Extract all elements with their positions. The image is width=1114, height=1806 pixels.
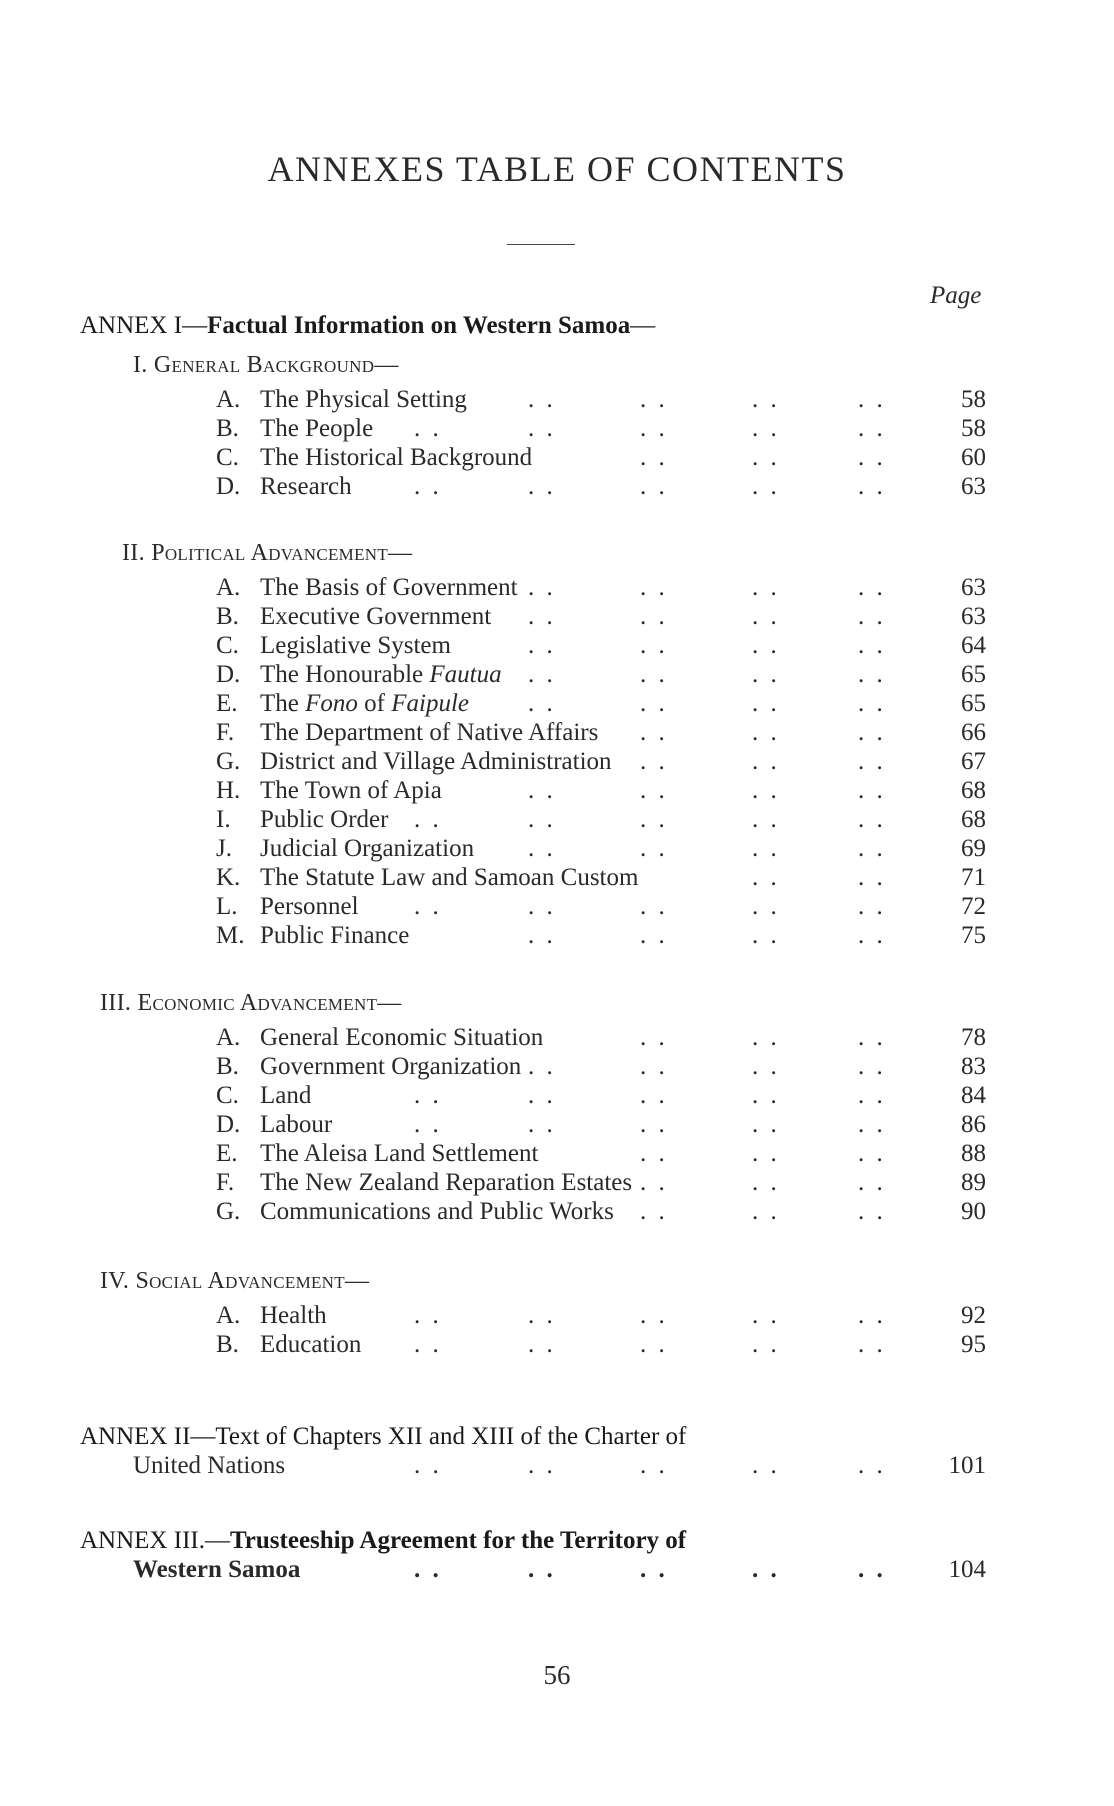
leader-dot: . .	[640, 661, 668, 688]
section-heading: IV. Social Advancement—	[100, 1268, 370, 1294]
leader-dot: . .	[752, 386, 780, 413]
leader-dot: . .	[752, 661, 780, 688]
entry-page: 88	[961, 1140, 986, 1167]
leader-dot: . .	[752, 444, 780, 471]
section-title: Social Advancement	[135, 1268, 345, 1294]
leader-dot: . .	[752, 1053, 780, 1080]
entry-letter: B.	[216, 1331, 239, 1358]
toc-entry[interactable]	[216, 1331, 986, 1361]
entry-page: 65	[961, 690, 986, 717]
leader-dot: . .	[528, 777, 556, 804]
leader-dot: . .	[414, 415, 442, 442]
leader-dot: . .	[528, 690, 556, 717]
entry-letter: A.	[216, 574, 241, 601]
leader-dot: . .	[752, 1111, 780, 1138]
leader-dot: . .	[414, 1082, 442, 1109]
leader-dot: . .	[858, 1331, 886, 1358]
leader-dot: . .	[858, 1169, 886, 1196]
leader-dot: . .	[752, 473, 780, 500]
entry-letter: A.	[216, 386, 241, 413]
leader-dot: . .	[414, 1111, 442, 1138]
entry-title: The Statute Law and Samoan Custom	[260, 864, 639, 891]
entry-letter: G.	[216, 748, 241, 775]
leader-dot: . .	[640, 444, 668, 471]
entry-title: The Department of Native Affairs	[260, 719, 599, 746]
entry-page: 67	[961, 748, 986, 775]
leader-dot: . .	[640, 690, 668, 717]
leader-dot: . .	[752, 835, 780, 862]
leader-dot: . .	[858, 1024, 886, 1051]
leader-dot: . .	[858, 690, 886, 717]
leader-dot: . .	[858, 386, 886, 413]
entry-title: Research	[260, 473, 352, 500]
toc-entry[interactable]	[216, 473, 986, 503]
entry-title: The Honourable Fautua	[260, 661, 502, 688]
toc-entry[interactable]	[216, 864, 986, 894]
page-column-label: Page	[930, 282, 982, 309]
leader-dot: . .	[858, 748, 886, 775]
entry-title: Legislative System	[260, 632, 451, 659]
toc-entry[interactable]	[216, 922, 986, 952]
leader-dot: . .	[528, 1082, 556, 1109]
entry-page: 83	[961, 1053, 986, 1080]
leader-dot: . .	[640, 1198, 668, 1225]
entry-title: The New Zealand Reparation Estates	[260, 1169, 633, 1196]
entry-title: Public Finance	[260, 922, 410, 949]
leader-dot: . .	[640, 748, 668, 775]
annex-3-entry[interactable]	[133, 1556, 986, 1586]
entry-page: 92	[961, 1302, 986, 1329]
entry-page: 68	[961, 806, 986, 833]
entry-letter: E.	[216, 1140, 238, 1167]
entry-page: 68	[961, 777, 986, 804]
toc-entry[interactable]	[216, 574, 986, 604]
toc-entry[interactable]	[216, 777, 986, 807]
title-divider	[507, 244, 575, 245]
section-numeral: I.	[133, 352, 148, 378]
entry-page: 90	[961, 1198, 986, 1225]
leader-dot: . .	[640, 806, 668, 833]
annex-2-title-line2: United Nations	[133, 1452, 286, 1479]
entry-page: 69	[961, 835, 986, 862]
annex-3-title-line1: Trusteeship Agreement for the Territory of	[229, 1527, 687, 1554]
entry-title: The Physical Setting	[260, 386, 467, 413]
toc-entry[interactable]	[216, 444, 986, 474]
annex-1-title: Factual Information on Western Samoa	[207, 312, 631, 339]
entry-letter: A.	[216, 1302, 241, 1329]
toc-entry[interactable]	[216, 806, 986, 836]
leader-dot: . .	[640, 893, 668, 920]
leader-dot: . .	[414, 1556, 442, 1583]
toc-entry[interactable]	[216, 835, 986, 865]
leader-dot: . .	[858, 1111, 886, 1138]
leader-dot: . .	[528, 922, 556, 949]
leader-dot: . .	[528, 632, 556, 659]
section-title: General Background	[153, 352, 375, 378]
leader-dot: . .	[858, 603, 886, 630]
annex-1-heading: ANNEX I—Factual Information on Western Samoa—	[80, 312, 656, 339]
entry-page: 63	[961, 473, 986, 500]
leader-dot: . .	[858, 473, 886, 500]
page-number: 56	[543, 1660, 571, 1690]
toc-entry[interactable]	[216, 1082, 986, 1112]
annex-2-entry[interactable]	[133, 1452, 986, 1482]
entry-letter: F.	[216, 1169, 235, 1196]
leader-dot: . .	[528, 806, 556, 833]
entry-title: District and Village Administration	[260, 748, 612, 775]
entry-title: Public Order	[260, 806, 389, 833]
leader-dot: . .	[858, 415, 886, 442]
entry-title: The Basis of Government	[260, 574, 518, 601]
leader-dot: . .	[858, 777, 886, 804]
section-title: Economic Advancement	[137, 990, 378, 1016]
entry-letter: B.	[216, 603, 239, 630]
leader-dot: . .	[640, 1082, 668, 1109]
toc-entry[interactable]	[216, 1111, 986, 1141]
leader-dot: . .	[528, 1053, 556, 1080]
leader-dot: . .	[414, 473, 442, 500]
leader-dot: . .	[752, 1082, 780, 1109]
leader-dot: . .	[414, 806, 442, 833]
entry-letter: D.	[216, 473, 241, 500]
entry-letter: J.	[216, 835, 232, 862]
entry-page: 64	[961, 632, 986, 659]
leader-dot: . .	[858, 806, 886, 833]
leader-dot: . .	[528, 1331, 556, 1358]
leader-dot: . .	[858, 835, 886, 862]
leader-dot: . .	[752, 864, 780, 891]
leader-dot: . .	[752, 1302, 780, 1329]
entry-letter: B.	[216, 415, 239, 442]
leader-dot: . .	[528, 1556, 556, 1583]
leader-dot: . .	[752, 1452, 780, 1479]
entry-letter: C.	[216, 1082, 239, 1109]
leader-dot: . .	[528, 835, 556, 862]
toc-entry[interactable]	[216, 386, 986, 416]
entry-letter: H.	[216, 777, 241, 804]
leader-dot: . .	[414, 1302, 442, 1329]
entry-page: 75	[961, 922, 986, 949]
leader-dot: . .	[752, 1169, 780, 1196]
leader-dot: . .	[752, 922, 780, 949]
entry-page: 95	[961, 1331, 986, 1358]
entry-letter: D.	[216, 1111, 241, 1138]
leader-dot: . .	[858, 1302, 886, 1329]
leader-dot: . .	[752, 1024, 780, 1051]
annex-3-page: 104	[948, 1556, 986, 1583]
leader-dot: . .	[752, 1556, 780, 1583]
leader-dot: . .	[640, 632, 668, 659]
entry-letter: G.	[216, 1198, 241, 1225]
leader-dot: . .	[858, 632, 886, 659]
leader-dot: . .	[640, 1140, 668, 1167]
leader-dot: . .	[752, 806, 780, 833]
section-heading: III. Economic Advancement—	[100, 990, 402, 1016]
section-heading: II. Political Advancement—	[122, 540, 413, 566]
entry-page: 84	[961, 1082, 986, 1109]
entry-letter: L.	[216, 893, 238, 920]
toc-entry[interactable]	[216, 1140, 986, 1170]
entry-title: The Fono of Faipule	[260, 690, 469, 717]
leader-dot: . .	[528, 415, 556, 442]
entry-letter: M.	[216, 922, 245, 949]
leader-dot: . .	[640, 777, 668, 804]
leader-dot: . .	[752, 893, 780, 920]
annex-2-heading: ANNEX II—Text of Chapters XII and XIII of the Charter of	[80, 1423, 687, 1450]
leader-dot: . .	[858, 1556, 886, 1583]
entry-letter: I.	[216, 806, 231, 833]
toc-entry[interactable]	[216, 1053, 986, 1083]
entry-page: 63	[961, 574, 986, 601]
leader-dot: . .	[858, 574, 886, 601]
leader-dot: . .	[858, 864, 886, 891]
entry-letter: C.	[216, 444, 239, 471]
entry-title: General Economic Situation	[260, 1024, 544, 1051]
section-numeral: IV.	[100, 1268, 130, 1294]
leader-dot: . .	[752, 632, 780, 659]
entry-title: The Aleisa Land Settlement	[260, 1140, 539, 1167]
leader-dot: . .	[640, 1053, 668, 1080]
leader-dot: . .	[752, 1198, 780, 1225]
leader-dot: . .	[858, 1053, 886, 1080]
annex-2-label: ANNEX II	[80, 1423, 191, 1450]
leader-dot: . .	[752, 690, 780, 717]
entry-page: 65	[961, 661, 986, 688]
leader-dot: . .	[640, 719, 668, 746]
toc-entry[interactable]	[216, 1302, 986, 1332]
toc-entry[interactable]	[216, 893, 986, 923]
leader-dot: . .	[414, 1331, 442, 1358]
leader-dot: . .	[414, 1452, 442, 1479]
entry-letter: D.	[216, 661, 241, 688]
entry-letter: A.	[216, 1024, 241, 1051]
leader-dot: . .	[640, 603, 668, 630]
annex-1-label: ANNEX I	[80, 312, 183, 339]
entry-title: The People	[260, 415, 374, 442]
leader-dot: . .	[752, 603, 780, 630]
toc-entry[interactable]	[216, 719, 986, 749]
leader-dot: . .	[752, 1331, 780, 1358]
leader-dot: . .	[858, 661, 886, 688]
entry-title: The Town of Apia	[260, 777, 442, 804]
entry-page: 78	[961, 1024, 986, 1051]
leader-dot: . .	[414, 893, 442, 920]
entry-title: The Historical Background	[260, 444, 533, 471]
entry-page: 66	[961, 719, 986, 746]
leader-dot: . .	[528, 574, 556, 601]
entry-letter: C.	[216, 632, 239, 659]
leader-dot: . .	[640, 473, 668, 500]
leader-dot: . .	[752, 1140, 780, 1167]
leader-dot: . .	[858, 1198, 886, 1225]
leader-dot: . .	[640, 1556, 668, 1583]
annex-3-heading: ANNEX III.—Trusteeship Agreement for the Territory of	[80, 1527, 687, 1554]
leader-dot: . .	[858, 922, 886, 949]
leader-dot: . .	[640, 386, 668, 413]
leader-dot: . .	[752, 574, 780, 601]
entry-title: Land	[260, 1082, 312, 1109]
entry-letter: F.	[216, 719, 235, 746]
toc-entry[interactable]	[216, 632, 986, 662]
entry-title: Education	[260, 1331, 362, 1358]
leader-dot: . .	[640, 922, 668, 949]
leader-dot: . .	[858, 1452, 886, 1479]
entry-letter: B.	[216, 1053, 239, 1080]
entry-title: Executive Government	[260, 603, 492, 630]
leader-dot: . .	[528, 473, 556, 500]
leader-dot: . .	[640, 1331, 668, 1358]
entry-page: 72	[961, 893, 986, 920]
toc-entry[interactable]	[216, 603, 986, 633]
section-heading: I. General Background—	[133, 352, 399, 378]
leader-dot: . .	[640, 1024, 668, 1051]
leader-dot: . .	[640, 1169, 668, 1196]
leader-dot: . .	[528, 1452, 556, 1479]
leader-dot: . .	[858, 893, 886, 920]
entry-title: Health	[260, 1302, 327, 1329]
toc-entry[interactable]	[216, 690, 986, 720]
leader-dot: . .	[640, 415, 668, 442]
leader-dot: . .	[858, 719, 886, 746]
section-numeral: III.	[100, 990, 132, 1016]
entry-page: 60	[961, 444, 986, 471]
leader-dot: . .	[640, 1302, 668, 1329]
entry-page: 86	[961, 1111, 986, 1138]
toc-entry[interactable]	[216, 661, 986, 691]
leader-dot: . .	[528, 1302, 556, 1329]
section-numeral: II.	[122, 540, 145, 566]
annex-2-page: 101	[948, 1452, 986, 1479]
leader-dot: . .	[528, 1111, 556, 1138]
entry-page: 63	[961, 603, 986, 630]
entry-letter: E.	[216, 690, 238, 717]
entry-title: Communications and Public Works	[260, 1198, 614, 1225]
page-title: ANNEXES TABLE OF CONTENTS	[267, 149, 847, 189]
entry-page: 58	[961, 415, 986, 442]
leader-dot: . .	[640, 835, 668, 862]
annex-3-title-line2: Western Samoa	[133, 1556, 301, 1583]
leader-dot: . .	[640, 1452, 668, 1479]
leader-dot: . .	[858, 1140, 886, 1167]
leader-dot: . .	[528, 893, 556, 920]
annex-2-title-line1: Text of Chapters XII and XIII of the Charter of	[215, 1423, 687, 1450]
toc-entry[interactable]	[216, 1198, 986, 1228]
leader-dot: . .	[528, 661, 556, 688]
entry-page: 58	[961, 386, 986, 413]
section-title: Political Advancement	[151, 540, 389, 566]
entry-page: 89	[961, 1169, 986, 1196]
annex-3-label: ANNEX III.	[80, 1527, 205, 1554]
leader-dot: . .	[858, 444, 886, 471]
entry-title: Labour	[260, 1111, 333, 1138]
leader-dot: . .	[640, 574, 668, 601]
entry-title: Government Organization	[260, 1053, 522, 1080]
leader-dot: . .	[752, 719, 780, 746]
leader-dot: . .	[640, 1111, 668, 1138]
toc-entry[interactable]	[216, 1024, 986, 1054]
toc-entry[interactable]	[216, 415, 986, 445]
leader-dot: . .	[752, 777, 780, 804]
leader-dot: . .	[752, 415, 780, 442]
entry-letter: K.	[216, 864, 241, 891]
leader-dot: . .	[858, 1082, 886, 1109]
toc-entry[interactable]	[216, 1169, 986, 1199]
leader-dot: . .	[752, 748, 780, 775]
leader-dot: . .	[528, 386, 556, 413]
leader-dot: . .	[528, 603, 556, 630]
entry-page: 71	[961, 864, 986, 891]
entry-title: Judicial Organization	[260, 835, 475, 862]
entry-title: Personnel	[260, 893, 359, 920]
toc-entry[interactable]	[216, 748, 986, 778]
